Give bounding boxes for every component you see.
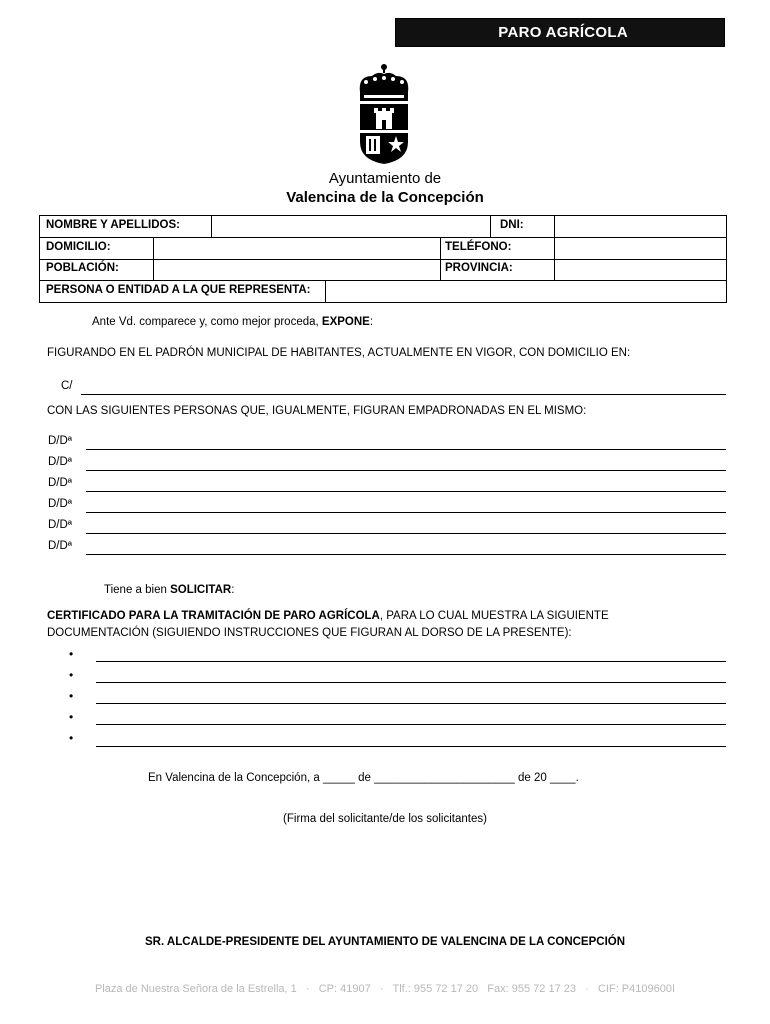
solicitar-line <box>104 584 234 596</box>
bullet-icon: • <box>69 668 74 682</box>
certificate-rest: , PARA LO CUAL MUESTRA LA SIGUIENTE <box>379 610 609 622</box>
expone-line <box>92 316 373 328</box>
person-line[interactable] <box>86 554 726 555</box>
bullet-icon: • <box>69 731 74 745</box>
title-banner <box>395 18 725 47</box>
entity-label: PERSONA O ENTIDAD A LA QUE REPRESENTA: <box>46 284 311 296</box>
expone-suffix: : <box>369 316 374 328</box>
expone-prefix: Ante Vd. comparece y, como mejor proceda, <box>92 316 322 328</box>
phone-field[interactable] <box>555 238 725 258</box>
person-label: D/Dª <box>48 540 73 552</box>
persons-intro: CON LAS SIGUIENTES PERSONAS QUE, IGUALMENTE, FIGURAN EMPADRONADAS EN EL MISMO: <box>47 405 587 417</box>
document-line[interactable] <box>96 682 726 683</box>
province-field[interactable] <box>555 260 725 279</box>
document-line[interactable] <box>96 703 726 704</box>
person-line[interactable] <box>86 470 726 471</box>
document-line[interactable] <box>96 724 726 725</box>
name-label: NOMBRE Y APELLIDOS: <box>46 219 180 231</box>
address-label: DOMICILIO: <box>46 241 111 253</box>
person-line[interactable] <box>86 449 726 450</box>
person-label: D/Dª <box>48 519 73 531</box>
name-field[interactable] <box>212 216 489 236</box>
dni-label: DNI: <box>500 219 524 231</box>
form-grid <box>39 215 726 303</box>
document-line[interactable] <box>96 661 726 662</box>
bullet-icon: • <box>69 710 74 724</box>
town-label: POBLACIÓN: <box>46 262 119 274</box>
footer-contact: Plaza de Nuestra Señora de la Estrella, 1 · CP: 41907 · Tlf.: 955 72 17 20 Fax: 955 72 17 23 · CIF: P4109600I <box>94 983 676 995</box>
organization-name: Valencina de la Concepción <box>286 189 484 206</box>
person-label: D/Dª <box>48 456 73 468</box>
padron-text: FIGURANDO EN EL PADRÓN MUNICIPAL DE HABITANTES, ACTUALMENTE EN VIGOR, CON DOMICILIO EN: <box>47 347 631 359</box>
person-label: D/Dª <box>48 435 73 447</box>
dni-field[interactable] <box>555 216 725 236</box>
solicitar-suffix: : <box>231 584 235 596</box>
person-label: D/Dª <box>48 477 73 489</box>
solicitar-prefix: Tiene a bien <box>104 584 171 596</box>
certificate-line2: DOCUMENTACIÓN (SIGUIENDO INSTRUCCIONES QUE FIGURAN AL DORSO DE LA PRESENTE): <box>47 627 572 639</box>
solicitar-keyword: SOLICITAR <box>170 584 232 596</box>
province-label: PROVINCIA: <box>445 262 513 274</box>
bullet-icon: • <box>69 647 74 661</box>
person-line[interactable] <box>86 533 726 534</box>
document-title: PARO AGRÍCOLA <box>498 24 628 41</box>
certificate-line1 <box>47 610 609 622</box>
person-line[interactable] <box>86 491 726 492</box>
document-line[interactable] <box>96 746 726 747</box>
address-field[interactable] <box>154 238 439 258</box>
street-line[interactable] <box>81 394 726 395</box>
town-field[interactable] <box>154 260 439 279</box>
entity-field[interactable] <box>326 281 725 301</box>
phone-label: TELÉFONO: <box>445 241 512 253</box>
person-label: D/Dª <box>48 498 73 510</box>
street-label: C/ <box>61 380 73 392</box>
expone-keyword: EXPONE <box>321 316 370 328</box>
certificate-title: CERTIFICADO PARA LA TRAMITACIÓN DE PARO AGRÍCOLA <box>47 610 380 622</box>
organization-line1: Ayuntamiento de <box>328 170 442 187</box>
signature-caption: (Firma del solicitante/de los solicitantes) <box>283 813 487 825</box>
coat-of-arms-logo <box>352 62 416 170</box>
addressee: SR. ALCALDE-PRESIDENTE DEL AYUNTAMIENTO DE VALENCINA DE LA CONCEPCIÓN <box>144 936 626 948</box>
person-line[interactable] <box>86 512 726 513</box>
bullet-icon: • <box>69 689 74 703</box>
date-line: En Valencina de la Concepción, a _____ de ______________________ de 20 ____. <box>148 772 579 784</box>
